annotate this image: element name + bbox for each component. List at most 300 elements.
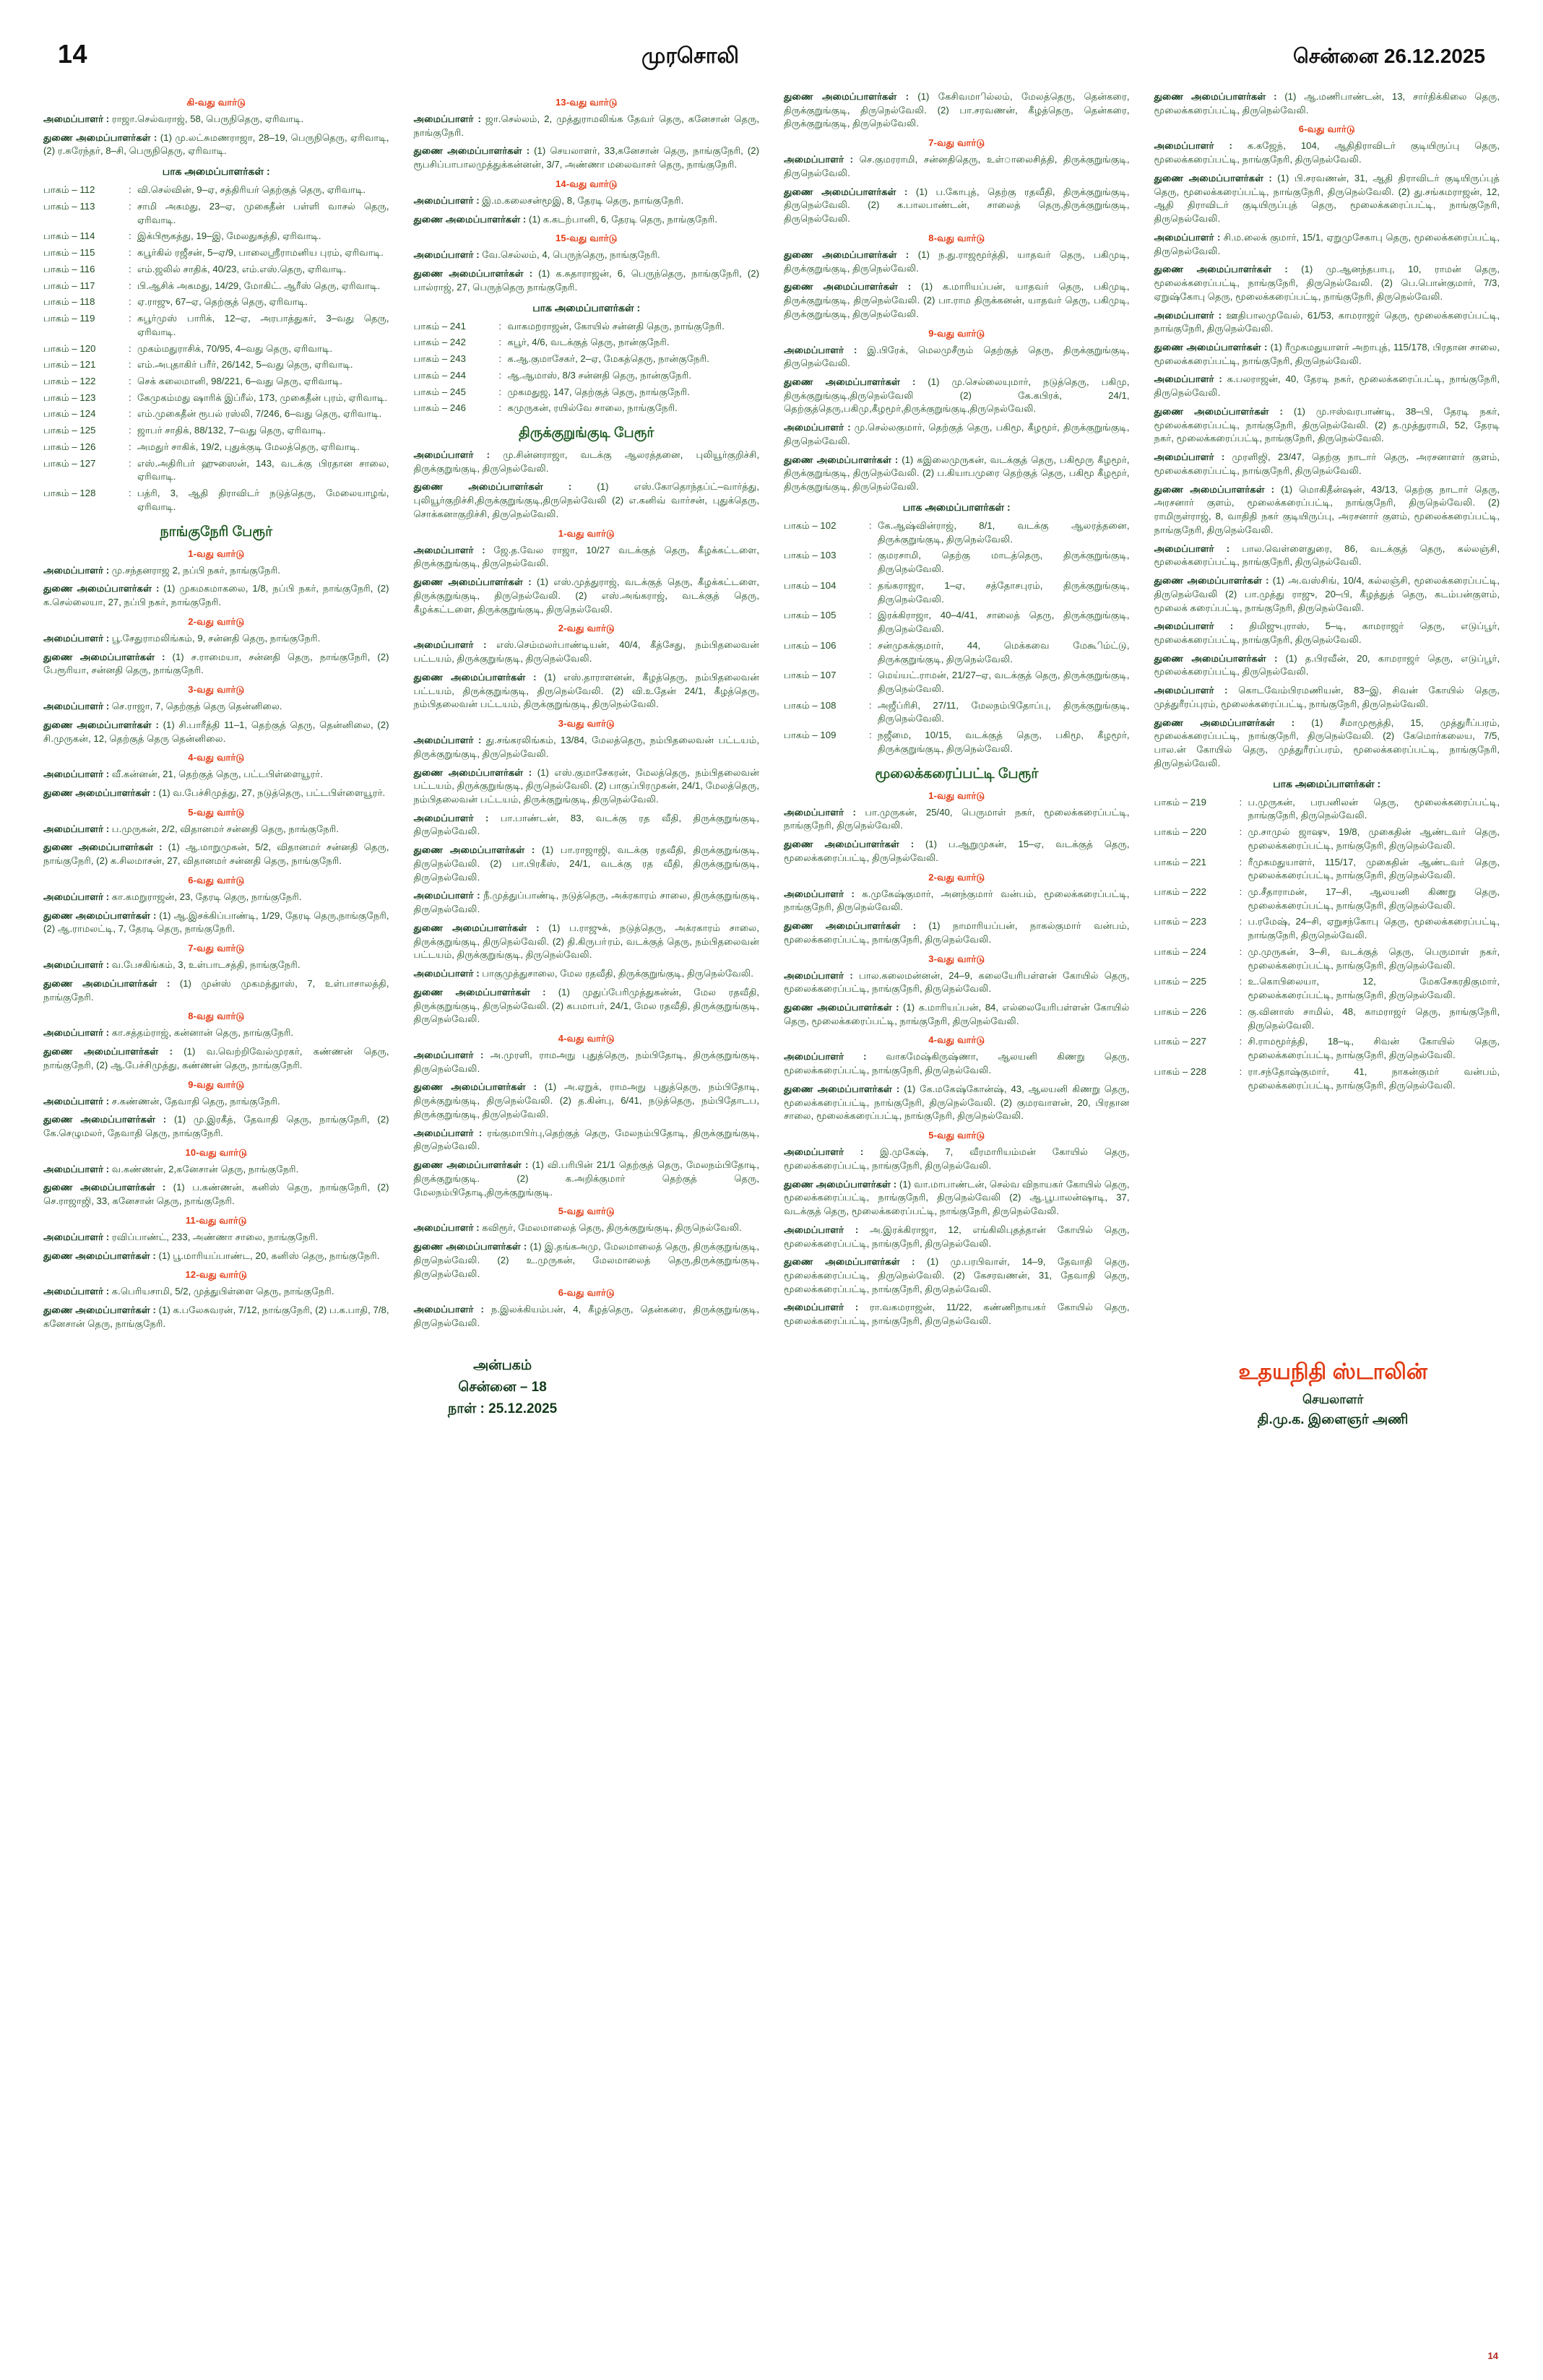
entry-text: பாகுமுத்துசாலை, மேல ரதவீதி, திருக்குறுங்குடி, திருநெல்வேலி.: [479, 968, 753, 979]
booth-row: [43, 407, 389, 421]
organiser-entry: [43, 891, 389, 904]
booth-separator: :: [1239, 856, 1242, 867]
footer-address-line2: சென்னை – 18: [458, 1379, 547, 1395]
ward-heading: 11-வது வார்டு: [185, 1214, 247, 1226]
entry-text: சி.ம.லைக் குமார், 15/1, ஏறுமுசேகாபு தெரு, மூலைக்கரைப்பட்டி, திருநெல்வேலி.: [1154, 231, 1500, 256]
ward-heading: 6-வது வார்டு: [188, 874, 245, 886]
entry-label: துணை அமைப்பாளர்கள் :: [43, 909, 157, 921]
booth-row: [784, 579, 1130, 606]
entry-label: துணை அமைப்பாளர்கள் :: [413, 766, 532, 778]
booth-row: [43, 246, 389, 260]
booth-number: பாகம் – 128: [43, 488, 96, 499]
booth-organiser: இக்பிரூகத்து, 19–இ, மேலதுகத்தி, ஏரிவாடி.: [137, 230, 321, 242]
organiser-entry: [414, 544, 760, 571]
entry-label: துணை அமைப்பாளர்கள் :: [784, 839, 915, 850]
entry-label: அமைப்பாளர் :: [413, 639, 487, 651]
entry-label: துணை அமைப்பாளர்கள் :: [43, 651, 165, 662]
booth-organiser: கே.ஆஷ்வின்ராஜ், 8/1, வடக்கு ஆலரத்தனை, திருக்குறுங்குடி, திருநெல்வேலி.: [878, 519, 1130, 545]
booth-separator: :: [869, 730, 872, 741]
entry-label: துணை அமைப்பாளர்கள் :: [784, 920, 917, 932]
ward-heading: 1-வது வார்டு: [928, 789, 985, 801]
booth-organiser: க.ஆ.குமாசேகர், 2–ஏ, மேகத்தெரு, நான்குநேரி.: [507, 353, 709, 365]
entry-text: (1) முதுப்பேரிமுத்துகன்ன், மேல ரதவீதி, திருக்குறுங்குடி, திருநெல்வேலி. (2) கபமாபர், 24/1, மேல ரதவீதி, திருக்குறுங்குடி, திருநெல்வேலி.: [413, 986, 760, 1025]
entry-label: அமைப்பாளர் :: [43, 1286, 110, 1297]
entry-label: துணை அமைப்பாளர்கள் :: [413, 922, 540, 933]
entry-text: கா.கமறுராஜன், 23, தேரடி தெரு, நாங்குநேரி.: [109, 891, 302, 902]
section-subheading: பாக அமைப்பாளர்கள் :: [1273, 777, 1381, 789]
column-3: [784, 90, 1130, 1333]
entry-text: (1) வ.வெற்றிவேல்முரகர், கண்ணன் தெரு, நாங்குநேரி, (2) ஆ.பேச்சிமுத்து, கண்ணன் தெரு, நாங்குநேரி.: [43, 1046, 389, 1070]
organiser-entry: [43, 1095, 389, 1109]
organiser-entry: [1154, 139, 1500, 166]
organiser-entry: [1154, 90, 1500, 117]
entry-label: அமைப்பாளர் :: [413, 449, 490, 461]
entry-label: துணை அமைப்பாளர்கள் :: [784, 186, 908, 197]
ward-heading: 4-வது வார்டு: [928, 1034, 985, 1046]
section-subheading: பாக அமைப்பாளர்கள் :: [532, 301, 641, 313]
organiser-entry: [414, 1159, 760, 1199]
booth-separator: :: [129, 200, 131, 212]
entry-text: வ.பேசகிங்கம், 3, உள்பாடசத்தி, நாங்குநேரி.: [109, 959, 301, 971]
entry-label: துணை அமைப்பாளர்கள் :: [784, 1256, 915, 1268]
organiser-entry: [43, 131, 389, 158]
booth-separator: :: [498, 402, 502, 414]
organiser-entry: [43, 700, 389, 714]
entry-text: (1) க.சுதாராஜன், 6, பெருந்தெரு, நாங்குநேரி, (2) பால்ராஜ், 27, பெருந்தெரு நாங்குநேரி.: [413, 268, 760, 293]
booth-number: பாகம் – 222: [1154, 886, 1206, 897]
entry-text: மு.செல்லகுமார், தெற்குத் தெரு, பகிமூ, கீழமூர், திருக்குறுங்குடி, திருநெல்வேலி.: [784, 422, 1130, 446]
booth-number: பாகம் – 116: [43, 263, 95, 274]
booth-number: பாகம் – 122: [43, 376, 96, 387]
footer-date: நாள் : 25.12.2025: [448, 1401, 558, 1417]
entry-text: பால.கலைமன்னன், 24–9, கலையேரிபள்ளன் கோயில் தெரு, மூலைக்கரைப்பட்டி, நாங்குநேரி, திருநெல்வேலி.: [784, 969, 1130, 995]
booth-organiser: சன்முகக்குமார், 44, மெக்கவை மேகூிம்ட்டு, திருக்குறுங்குடி, திருநெல்வேலி.: [878, 639, 1130, 665]
entry-label: அமைப்பாளர் :: [784, 969, 853, 981]
entry-label: துணை அமைப்பாளர்கள் :: [1154, 483, 1275, 495]
entry-label: துணை அமைப்பாளர்கள் :: [784, 376, 916, 388]
ward-heading: 2-வது வார்டு: [928, 871, 985, 883]
ward-heading: 3-வது வார்டு: [558, 718, 615, 730]
entry-text: (1) த.பிரவீன், 20, காமராஜர் தெரு, எடுப்பூர், மூலைக்கரைப்பட்டி, திருநெல்வேலி.: [1154, 652, 1500, 678]
entry-label: அமைப்பாளர் :: [413, 812, 489, 823]
entry-label: துணை அமைப்பாளர்கள் :: [1154, 264, 1288, 275]
entry-label: அமைப்பாளர் :: [43, 1095, 110, 1107]
booth-organiser: கபூர், 4/6, வடக்குத் தெரு, நான்குநேரி.: [507, 337, 670, 348]
section-subheading: பாக அமைப்பாளர்கள் :: [162, 165, 270, 178]
entry-text: ஊதிபாலமுவேல், 61/53, காமராஜர் தெரு, மூலைக்கரைப்பட்டி, நாங்குநேரி, திருநெல்வேலி.: [1154, 309, 1500, 334]
booth-separator: :: [129, 457, 131, 469]
section-subheading: பாக அமைப்பாளர்கள் :: [902, 501, 1011, 513]
ward-heading: 7-வது வார்டு: [928, 137, 985, 149]
booth-separator: :: [129, 230, 131, 242]
entry-text: கொடவேம்பிரமணியன், 83–இ, சிவன் கோயில் தெரு, முத்துரீரப்புரம், மூலைக்கரைப்பட்டி, நாங்குநேரி, திருநெல்வேலி.: [1154, 685, 1500, 709]
organiser-entry: [1154, 309, 1500, 336]
entry-label: அமைப்பாளர் :: [1154, 373, 1222, 385]
entry-label: அமைப்பாளர் :: [43, 959, 110, 971]
booth-row: [43, 312, 389, 339]
organiser-entry: [784, 1301, 1130, 1328]
entry-text: கா.சத்தம்ராஜ், கன்னான் தெரு, நாங்குநேரி.: [109, 1027, 294, 1039]
organiser-entry: [43, 909, 389, 936]
booth-organiser: சி.ராமமூர்த்தி, 18–டி, சிவன் கோயில் தெரு, மூலைக்கரைப்பட்டி, நாங்குநேரி, திருநெல்வேலி.: [1248, 1036, 1500, 1061]
town-heading: நாங்குநேரி பேரூர்: [160, 524, 273, 540]
booth-row: [1154, 826, 1500, 852]
booth-row: [1154, 1065, 1500, 1092]
entry-label: அமைப்பாளர் :: [413, 544, 485, 555]
booth-number: பாகம் – 124: [43, 408, 96, 420]
entry-text: (1) சீமாமுரூத்தி, 15, முத்துரீப்பரம், மூலைக்கரைப்பட்டி, நாங்குநேரி, திருநெல்வேலி. (2) கேமொர்கலைய, 7/5, பால.ன் கோயில் தெரு, முத்துரீரப்பரம், மூலைக்கரைப்பட்டி, நாங்குநேரி, திருநெல்வேலி.: [1154, 717, 1500, 769]
organiser-entry: [1154, 620, 1500, 646]
ward-heading: 5-வது வார்டு: [188, 806, 245, 818]
entry-label: அமைப்பாளர் :: [43, 769, 110, 780]
booth-row: [784, 699, 1130, 726]
booth-row: [784, 669, 1130, 696]
booth-row: [784, 729, 1130, 756]
ward-heading: 5-வது வார்டு: [928, 1130, 985, 1141]
organiser-entry: [43, 1026, 389, 1040]
organiser-entry: [414, 922, 760, 962]
booth-organiser: மு.சாமுல் ஜாஷு, 19/8, முகைதின் ஆண்டவர் தெரு, மூலைக்கரைப்பட்டி, நாங்குநேரி, திருநெல்வேலி.: [1248, 826, 1500, 851]
entry-label: அமைப்பாளர் :: [784, 1302, 859, 1313]
entry-text: (1) எஸ்.முத்துராஜ், வடக்குத் தெரு, கீழக்கட்டளை, திருக்குறுங்குடி, திருநெல்வேலி. (2) எஸ்.அங்கராஜ், வடக்குத் தெரு, கீழக்கட்டளை, திருக்குறுங்குடி, திருநெல்வேலி.: [413, 576, 759, 615]
booth-row: [1154, 1005, 1500, 1032]
booth-separator: :: [129, 441, 131, 452]
footer-address-line1: அன்பகம்: [473, 1357, 532, 1373]
organiser-entry: [1154, 652, 1500, 679]
entry-label: அமைப்பாளர் :: [43, 1027, 110, 1039]
organiser-entry: [1154, 542, 1500, 569]
entry-text: (1) மு.லட்சுமணராஜா, 28–19, பெருநிதெரு, ஏரிவாடி, (2) ர.சுரேந்தர், 8–சி, பெருநிதெரு, ஏரிவாடி.: [43, 131, 389, 157]
organiser-entry: [414, 248, 760, 262]
entry-text: (1) கேசிவமாில்லம், மேலத்தெரு, தென்கரை, திருக்குறுங்குடி, திருநெல்வேலி. (2) பா.சரவணன், கீழத்தெரு, தென்கரை, திருக்குறுங்குடி, திருநெல்வேலி.: [784, 91, 1130, 129]
ward-heading: 10-வது வார்டு: [185, 1146, 248, 1158]
organiser-entry: [784, 806, 1130, 833]
organiser-entry: [43, 959, 389, 972]
entry-text: (1) சி.பாரீத்தி 11–1, தெற்குத் தெரு, தென்னிலை, (2) சி.முருகன், 12, தெற்குத் தெரு தென்னிலை.: [43, 719, 389, 744]
booth-row: [43, 457, 389, 484]
entry-label: துணை அமைப்பாளர்கள் :: [784, 1083, 900, 1094]
booth-organiser: முகமதுஜ, 147, தெற்குத் தெரு, நாங்குநேரி.: [507, 386, 690, 397]
entry-text: பூ.சேதுராமலிங்கம், 9, சன்னதி தெரு, நாங்குநேரி.: [109, 632, 321, 644]
organiser-entry: [414, 671, 760, 711]
entry-label: அமைப்பாளர் :: [784, 422, 851, 433]
columns-container: [43, 90, 1500, 1336]
entry-label: அமைப்பாளர் :: [1154, 451, 1225, 463]
booth-organiser: கேமுகம்மது ஷாரிக் இப்ரீல், 173, முகைதீன் புரம், ஏரிவாடி.: [137, 391, 388, 403]
booth-separator: :: [129, 342, 131, 354]
booth-number: பாகம் – 241: [413, 320, 466, 332]
entry-label: துணை அமைப்பாளர்கள் :: [1154, 342, 1268, 353]
booth-number: பாகம் – 220: [1154, 826, 1206, 838]
entry-label: அமைப்பாளர் :: [43, 823, 110, 834]
entry-label: அமைப்பாளர் :: [413, 249, 480, 261]
entry-label: அமைப்பாளர் :: [43, 1163, 110, 1174]
entry-text: (1) ச.ராமையா, சன்னதி தெரு, நாங்குநேரி, (2) பேரூரியா, சன்னதி தெரு, நாங்குநேரி.: [43, 651, 389, 676]
entry-label: துணை அமைப்பாளர்கள் :: [784, 248, 909, 260]
entry-label: துணை அமைப்பாளர்கள் :: [43, 787, 156, 798]
entry-label: அமைப்பாளர் :: [413, 1049, 484, 1060]
entry-label: துணை அமைப்பாளர்கள் :: [1154, 405, 1283, 417]
booth-separator: :: [869, 519, 872, 531]
ward-heading: 8-வது வார்டு: [928, 232, 985, 243]
booth-separator: :: [1239, 945, 1242, 957]
booth-separator: :: [1239, 1065, 1242, 1077]
organiser-entry: [784, 186, 1130, 226]
organiser-entry: [43, 719, 389, 745]
column-4: [1154, 90, 1500, 1095]
organiser-entry: [43, 841, 389, 867]
organiser-entry: [43, 582, 389, 609]
ward-heading: 7-வது வார்டு: [188, 943, 245, 954]
entry-label: அமைப்பாளர் :: [1154, 685, 1228, 696]
entry-text: (1) மு.பரபிவாள், 14–9, தேவாதி தெரு, மூலைக்கரைப்பட்டி, திருநெல்வேலி. (2) கேசரவணன், 31, தேவாதி தெரு, மூலைக்கரைப்பட்டி, நாங்குநேரி, திருநெல்வேலி.: [784, 1256, 1130, 1294]
booth-organiser: எம்.ஜலில் சாதிக், 40/23, எம்.எஸ்.தெரு, ஏரிவாடி.: [137, 263, 347, 274]
organiser-entry: [784, 1146, 1130, 1172]
booth-number: பாகம் – 120: [43, 342, 96, 354]
booth-organiser: மெய்யட்.ராமன், 21/27–ஏ, வடக்குத் தெரு, திருக்குறுங்குடி, திருநெல்வேலி.: [878, 670, 1130, 694]
booth-separator: :: [498, 369, 502, 381]
booth-row: [43, 424, 389, 438]
town-heading: மூலைக்கரைப்பட்டி பேரூர்: [875, 766, 1039, 782]
entry-text: மு.சின்னராஜா, வடக்கு ஆலரத்தனை, புலியூர்குறிச்சி, திருக்குறுங்குடி, திருநெல்வேலி.: [413, 449, 759, 474]
booth-organiser: வாகமறராஜன், கோயில் சன்னதி தெரு, நாங்குநேரி.: [507, 320, 725, 332]
booth-separator: :: [498, 337, 502, 348]
ward-heading: 15-வது வார்டு: [555, 233, 618, 244]
organiser-entry: [43, 1304, 389, 1330]
entry-text: க.முகேஷ்குமார், அனந்குமார் வன்பம், மூலைக்கரைப்பட்டி, நாங்குநேரி, திருநெல்வேலி.: [784, 888, 1130, 913]
ward-heading: 5-வது வார்டு: [558, 1206, 615, 1217]
ward-heading: 3-வது வார்டு: [928, 953, 985, 964]
booth-organiser: எஸ்.அதிரிபர் ஹுஸைன், 143, வடக்கு பிரதான சாலை, ஏரிவாடி.: [137, 457, 389, 483]
entry-text: ப.முருகன், 2/2, விதானமர் சன்னதி தெரு, நாங்குநேரி.: [109, 823, 340, 834]
entry-label: அமைப்பாளர் :: [43, 564, 110, 576]
ward-heading: 1-வது வார்டு: [558, 527, 615, 539]
entry-text: ஜா.செல்லம், 2, முத்துராமலிங்க தேவர் தெரு, கனேசான் தெரு, நாங்குநேரி.: [413, 113, 759, 138]
entry-text: (1) அ.ஏறுக், ராமஅநு புதுத்தெரு, நம்பிதோடி, திருக்குறுங்குடி, திருநெல்வேலி. (2) த.கின்பு, 6/41, நடுத்தெரு, நம்பிதோடப, திருக்குறுங்குடி, திருநெல்வேலி.: [413, 1081, 759, 1120]
entry-label: அமைப்பாளர் :: [43, 701, 110, 712]
entry-text: (1) மு.செல்லையுமார், நடுத்தெரு, பகிமு, திருக்குறுங்குடி,திருநெல்வேலி (2) கே.கபிரக், 24/1, தெற்குத்தெரு,பகிமு,கீழமூர்,திருக்குறுங்குடி,திருநெல்வேலி.: [784, 376, 1130, 415]
organiser-entry: [414, 1303, 760, 1330]
organiser-entry: [414, 144, 760, 171]
entry-text: அ.முரளி, ராமஅநு புதுத்தெரு, நம்பிதோடி, திருக்குறுங்குடி, திருநெல்வேலி.: [413, 1049, 760, 1074]
organiser-entry: [784, 153, 1130, 180]
entry-text: (1) இ.தங்கஅமு, மேலமாலைத் தெரு, திருக்குறுங்குடி, திருநெல்வேலி. (2) உ.முருகன், மேலமாலைத் தெரு,திருக்குறுங்குடி, திருநெல்வேலி.: [413, 1241, 759, 1279]
booth-separator: :: [129, 313, 131, 324]
booth-separator: :: [129, 184, 131, 196]
booth-separator: :: [869, 699, 872, 711]
entry-text: (1) வி.பரிபின் 21/1 தெற்குத் தெரு, மேலநம்பிதோடி, திருக்குறுங்குடி. (2) க.அறிக்குமார் தெற்குத் தெரு, மேலநம்பிதோடி,திருக்குறுங்குடி.: [413, 1159, 759, 1198]
organiser-entry: [414, 480, 760, 521]
entry-label: அமைப்பாளர் :: [784, 344, 857, 355]
booth-organiser: கு.வினாஸ் சாமில், 48, காமராஜர் தெரு, நாங்குநேரி, திருநெல்வேலி.: [1248, 1005, 1500, 1031]
organiser-entry: [784, 1178, 1130, 1219]
entry-label: அமைப்பாளர் :: [43, 891, 110, 902]
ward-heading: 12-வது வார்டு: [185, 1269, 248, 1281]
entry-label: துணை அமைப்பாளர்கள் :: [43, 1250, 156, 1261]
ward-heading: 9-வது வார்டு: [188, 1078, 245, 1090]
entry-text: (1) ரீமுகமதுயாளர் அறாபுத், 115/178, பிரதான சாலை, மூலைக்கரைப்பட்டி, நாங்குநேரி, திருநெல்வேலி.: [1154, 342, 1500, 366]
organiser-entry: [414, 113, 760, 139]
entry-text: ரங்குமாபிர்பு,தெற்குத் தெரு, மேலநம்பிதோடி, திருக்குறுங்குடி, திருநெல்வேலி.: [413, 1127, 760, 1152]
entry-label: துணை அமைப்பாளர்கள் :: [413, 844, 535, 856]
entry-text: க.பலராஜன், 40, தேரடி நகர், மூலைக்கரைப்பட்டி, நாங்குநேரி, திருநெல்வேலி.: [1154, 373, 1500, 399]
organiser-entry: [784, 1224, 1130, 1250]
entry-text: (1) ஆ.இசக்கிப்பாண்டி, 1/29, தேரடி தெரு,நாங்குநேரி, (2) ஆ.ராமலட்டி, 7, தேரடி தெரு, நாங்குநேரி.: [43, 909, 389, 935]
booth-number: பாகம் – 121: [43, 359, 96, 371]
organiser-entry: [414, 213, 760, 227]
entry-text: ச.கண்ணன், தேவாதி தெரு, நாங்குநேரி.: [109, 1095, 280, 1107]
entry-label: அமைப்பாளர் :: [784, 806, 856, 818]
entry-text: (1) மொகிதீன்ஷன், 43/13, தெற்கு நாடார் தெரு, அரசனார் குளம், மூலைக்கரைப்பட்டி, நாங்குநேரி, திருநெல்வேலி. (2) ராமிருள்ராஜ், 8, வாதிதி நகர் குடியிருப்பு, அரசனார் குளம், மூலைக்கரைப்பட்டி, நாங்குநேரி, திருநெல்வேலி.: [1154, 483, 1500, 535]
booth-number: பாகம் – 226: [1154, 1005, 1206, 1017]
entry-text: வாகமேஷ்கிருஷ்ணா, ஆலயனி கிணறு தெரு, மூலைக்கரைப்பட்டி, நாங்குநேரி, திருநெல்வேலி.: [784, 1051, 1130, 1076]
organiser-entry: [784, 1083, 1130, 1123]
entry-label: அமைப்பாளர் :: [43, 1231, 110, 1242]
booth-row: [414, 320, 760, 334]
organiser-entry: [43, 1285, 389, 1299]
organiser-entry: [784, 90, 1130, 131]
booth-organiser: அமதுர் சாகிக், 19/2, புதுக்குடி மேலத்தெரு, ஏரிவாடி.: [137, 441, 360, 452]
column-1: [43, 90, 389, 1336]
ward-heading: 4-வது வார்டு: [558, 1032, 615, 1044]
booth-row: [1154, 856, 1500, 883]
organiser-entry: [1154, 574, 1500, 615]
booth-separator: :: [129, 247, 131, 259]
ward-heading: 6-வது வார்டு: [1298, 124, 1355, 135]
organiser-entry: [414, 844, 760, 884]
booth-row: [43, 487, 389, 514]
booth-organiser: ரா.சந்தோஷ்குமார், 41, நாகன்குமர் வன்பம், மூலைக்கரைப்பட்டி, நாங்குநேரி, திருநெல்வேலி.: [1248, 1065, 1500, 1091]
booth-organiser: முகம்மதுராசிக், 70/95, 4–வது தெரு, ஏரிவாடி.: [137, 342, 333, 354]
booth-separator: :: [129, 425, 131, 436]
organiser-entry: [414, 889, 760, 916]
entry-label: துணை அமைப்பாளர்கள் :: [413, 1159, 529, 1171]
booth-organiser: ஜாபர் சாதிக், 88/132, 7–வது தெரு, ஏரிவாடி.: [137, 425, 326, 436]
entry-text: வ.கண்ணன், 2,கனேசான் தெரு, நாங்குநேரி.: [109, 1163, 299, 1174]
entry-label: துணை அமைப்பாளர்கள் :: [413, 671, 537, 683]
entry-label: அமைப்பாளர் :: [413, 890, 480, 901]
entry-text: ரவிப்பாண்ட், 233, அண்ணா சாலை, நாங்குநேரி.: [109, 1231, 319, 1242]
organiser-entry: [43, 1045, 389, 1072]
entry-label: அமைப்பாளர் :: [413, 194, 480, 206]
organiser-entry: [784, 454, 1130, 494]
booth-organiser: செக் கலைமானி, 98/221, 6–வது தெரு, ஏரிவாடி.: [137, 376, 343, 387]
booth-organiser: தங்கராஜா, 1–ஏ, சத்தோசபுரம், திருக்குறுங்குடி, திருநெல்வேலி.: [878, 579, 1130, 605]
organiser-entry: [414, 967, 760, 981]
booth-number: பாகம் – 219: [1154, 796, 1206, 808]
booth-separator: :: [129, 263, 131, 274]
entry-text: (1) பி.சரவணன், 31, ஆதி திராவிடர் குடியிருப்புத் தெரு, மூலைக்கரைப்பட்டி, நாங்குநேரி, திருநெல்வேலி. (2) து.சங்கமராஜன், 12, ஆதி திராவிடர் குடியிருப்புத் தெரு, மூலைக்கரைப்பட்டி, நாங்குநேரி, திருநெல்வேலி.: [1154, 172, 1500, 225]
entry-text: பா.முருகன், 25/40, பெருமாள் நகர், மூலைக்கரைப்பட்டி, நாங்குநேரி, திருநெல்வேலி.: [784, 806, 1130, 831]
booth-separator: :: [869, 579, 872, 591]
entry-text: (1) வ.பேச்சிமுத்து, 27, நடுத்தெரு, பட்டபிள்ளையூரர்.: [155, 787, 386, 798]
booth-separator: :: [1239, 796, 1242, 808]
entry-text: இ.பிரேக், மெலமுசீரும் தெற்குத் தெரு, திருக்குறுங்குடி, திருநெல்வேலி.: [784, 344, 1130, 369]
entry-text: (1) எஸ்.கோதொந்தப்ட்–வார்த்து, புலியூர்குறிச்சி,திருக்குறுங்குடி,திருநெல்வேலி (2) எ.கனிவ் வார்சன், புதுக்தெரு, சொக்கனாகுறிச்சி, திருநெல்வேலி.: [413, 481, 759, 519]
ward-heading: 3-வது வார்டு: [188, 684, 245, 696]
booth-separator: :: [1239, 976, 1242, 987]
booth-separator: :: [498, 353, 502, 365]
entry-text: ரா.வகமராஜன், 11/22, கண்ணிநாயகர் கோயில் தெரு, மூலைக்கரைப்பட்டி, நாங்குநேரி, திருநெல்வேலி.: [784, 1302, 1130, 1327]
page-number: 14: [58, 39, 88, 69]
organiser-entry: [784, 838, 1130, 865]
entry-text: பா.பாண்டன், 83, வடக்கு ரத வீதி, திருக்குறுங்குடி, திருநெல்வேலி.: [413, 812, 759, 837]
organiser-entry: [414, 639, 760, 665]
booth-number: பாகம் – 227: [1154, 1036, 1206, 1047]
entry-text: ஜே.த.வேல ராஜா, 10/27 வடக்குத் தெரு, கீழக்கட்டளை, திருக்குறுங்குடி, திருநெல்வேலி.: [413, 544, 759, 569]
booth-number: பாகம் – 102: [784, 519, 837, 531]
booth-number: பாகம் – 104: [784, 579, 837, 591]
entry-text: எஸ்.செம்மலர்பாண்டியன், 40/4, கீத்சேது, நம்பிதலைவன் பட்டயம், திருக்குறுங்குடி, திருநெல்வேலி.: [413, 639, 759, 665]
booth-separator: :: [869, 639, 872, 651]
booth-separator: :: [869, 550, 872, 561]
booth-separator: :: [1239, 1036, 1242, 1047]
organiser-entry: [43, 1113, 389, 1140]
entry-text: (1) பூ.மாரியப்பாண்ட, 20, கனிஸ் தெரு, நாங்குநேரி.: [155, 1250, 380, 1261]
entry-label: துணை அமைப்பாளர்கள் :: [413, 481, 572, 493]
booth-row: [43, 200, 389, 227]
booth-row: [414, 352, 760, 366]
entry-label: அமைப்பாளர் :: [1154, 140, 1232, 152]
entry-text: (1) மு.ஆனந்தபாபு, 10, ராமன் தெரு, மூலைக்கரைப்பட்டி, நாங்குநேரி, திருநெல்வேலி. (2) பெ.பொன்குமார், 7/3, ஏறுஷ்கோபு தெரு, மூலைக்கரைப்பட்டி, நாங்குநேரி, திருநெல்வேலி.: [1154, 264, 1500, 302]
entry-text: (1) ப.கண்ணன், கனிஸ் தெரு, நாங்குநேரி, (2) செ.ராஜாஜி, 33, கனேசான் தெரு, நாங்குநேரி.: [43, 1182, 389, 1207]
entry-text: (1) முன்ஸ் முகமத்துாஸ், 7, உள்பாசாலத்தி, நாங்குநேரி.: [43, 977, 389, 1003]
entry-text: வீ.கன்னன், 21, தெற்குத் தெரு, பட்டபிள்ளையூரர்.: [109, 769, 323, 780]
entry-text: (1) ந.து.ராஜமூர்த்தி, யாதவர் தெரு, பகிமுடி, திருக்குறுங்குடி, திருநெல்வேலி.: [784, 248, 1130, 274]
entry-label: துணை அமைப்பாளர்கள் :: [1154, 172, 1272, 183]
entry-text: (1) ப.கோபுத், தெற்கு ரதவீதி, திருக்குறுங்குடி, திருநெல்வேலி. (2) க.பாலபாண்டன், சாலைத் தெரு,திருக்குறுங்குடி, திருநெல்வேலி.: [784, 186, 1130, 225]
booth-separator: :: [1239, 826, 1242, 838]
entry-text: (1) எஸ்.தாராளனன், கீழத்தெரு, நம்பிதலைவன் பட்டயம், திருக்குறுங்குடி, திருநெல்வேலி. (2) வி.உதேன் 24/1, கீழத்தெரு, நம்பிதலைவன் பட்டயம், திருக்குறுங்குடி, திருநெல்வேலி.: [413, 671, 759, 710]
entry-text: (1) பா.ராஜாஜி, வடக்கு ரதவீதி, திருக்குறுங்குடி, திருநெல்வேலி. (2) பா.பிரகீஸ், 24/1, வடக்கு ரத வீதி, திருக்குறுங்குடி, திருநெல்வேலி.: [413, 844, 759, 883]
entry-label: அமைப்பாளர் :: [784, 1224, 859, 1235]
organiser-entry: [414, 576, 760, 616]
signature-block: [1238, 1355, 1427, 1432]
signatory-role: செயலாளர்: [1302, 1392, 1364, 1406]
organiser-entry: [414, 267, 760, 294]
entry-label: துணை அமைப்பாளர்கள் :: [43, 719, 159, 730]
organiser-entry: [414, 1240, 760, 1281]
booth-number: பாகம் – 123: [43, 391, 96, 403]
booth-number: பாகம் – 106: [784, 639, 837, 651]
edition-date: சென்னை 26.12.2025: [1292, 45, 1485, 67]
signatory-organisation: தி.மு.க. இளைஞர் அணி: [1257, 1411, 1409, 1427]
booth-organiser: எம்.அபுதாகிர் பரீர், 26/142, 5–வது தெரு, ஏரிவாடி.: [137, 359, 353, 371]
ward-heading: 13-வது வார்டு: [555, 97, 618, 108]
entry-label: துணை அமைப்பாளர்கள் :: [43, 583, 160, 594]
masthead: [43, 39, 1500, 72]
entry-label: துணை அமைப்பாளர்கள் :: [413, 145, 530, 157]
entry-text: கவிரூர், மேலமாலைத் தெரு, திருக்குறுங்குடி, திருநெல்வேலி.: [479, 1222, 742, 1234]
organiser-entry: [784, 248, 1130, 275]
booth-row: [784, 639, 1130, 666]
organiser-entry: [414, 1081, 760, 1121]
organiser-entry: [43, 113, 389, 126]
booth-row: [1154, 975, 1500, 1002]
entry-label: அமைப்பாளர் :: [1154, 231, 1221, 243]
entry-label: அமைப்பாளர் :: [784, 154, 854, 165]
entry-text: மு.சந்தனராஜ 2, நப்பி நகர், நாங்குநேரி.: [109, 564, 280, 576]
column-2: [414, 90, 760, 1336]
booth-organiser: இரக்கிராஜா, 40–4/41, சாலைத் தெரு, திருக்குறுங்குடி, திருநெல்வேலி.: [878, 610, 1130, 635]
entry-text: (1) க.மாரியப்பன், யாதவர் தெரு, பகிமுடி, திருக்குறுங்குடி, திருநெல்வேலி. (2) பா.ராம திருக்கனன், யாதவர் தெரு, பகிமுடி, திருக்குறுங்குடி, திருநெல்வேலி.: [784, 281, 1130, 319]
entry-label: துணை அமைப்பாளர்கள் :: [1154, 575, 1269, 587]
entry-label: அமைப்பாளர் :: [1154, 620, 1234, 632]
booth-separator: :: [129, 296, 131, 308]
booth-separator: :: [1239, 916, 1242, 927]
booth-row: [1154, 915, 1500, 942]
booth-number: பாகம் – 225: [1154, 976, 1206, 987]
